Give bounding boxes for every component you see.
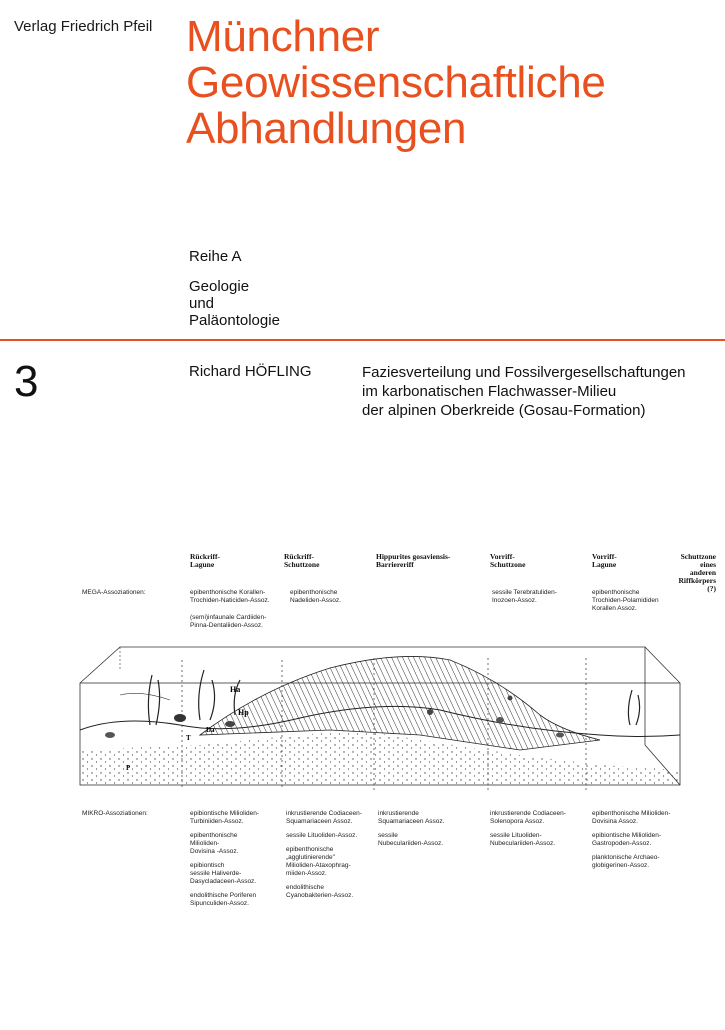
subject-line-3: Paläontologie <box>189 312 280 329</box>
author-name: Richard HÖFLING <box>189 363 312 380</box>
zone-heading-backreef-debris: Rückriff- Schuttzone <box>284 552 320 569</box>
mega-assoc-extra: (semi)infaunale Cardiiden- Pinna-Dentaliiden-Assoz. <box>190 614 267 629</box>
mikro-col-1: epibiontische Milioliden- Turbiniiden-Assoz. epibenthonische Milioliden- Dovisina -Assoz. epibiontisch sessile Haliverde- Dasycladaceen-Assoz. endolithische Poriferen Sipunculiden-Assoz. <box>190 810 260 907</box>
divider-rule <box>0 339 725 341</box>
book-title-line-2: im karbonatischen Flachwasser-Milieu <box>362 383 617 400</box>
subject-line-2: und <box>189 295 215 312</box>
mikro-col-4: inkrustierende Codiaceen- Solenopora Assoz. sessile Lituoliden- Nubeculariiden-Assoz. <box>490 810 566 847</box>
letter-p: P <box>126 764 131 772</box>
zone-heading-backreef-lagoon: Rückriff- Lagune <box>190 552 220 569</box>
volume-number: 3 <box>14 357 39 406</box>
block-diagram-illustration <box>0 540 725 790</box>
mikro-col-3: inkrustierende Squamariaceen Assoz. sessile Nubeculariiden-Assoz. <box>378 810 445 847</box>
mega-assoc-3: sessile Terebratuliden- Inozoen-Assoz. <box>492 589 557 604</box>
zone-heading-other-reef: Schuttzone eines anderen Riffkörpers (?) <box>678 552 716 593</box>
mikro-col-2: inkrustierende Codiaceen- Squamariaceen Assoz. sessile Lituoliden-Assoz. epibenthonische „agglutinierende" Milioliden-Ataxophrag- miiden-Assoz. endolithische Cyanobakterien-Assoz. <box>286 810 362 899</box>
publisher-name: Verlag Friedrich Pfeil <box>14 18 153 35</box>
mega-label: MEGA-Assoziationen: <box>82 589 146 596</box>
series-title <box>186 14 606 152</box>
series-part: Reihe A <box>189 248 242 265</box>
letter-hp: Hp <box>238 708 249 717</box>
mikro-col-5: epibenthonische Milioliden- Dovisina Assoz. epibiontische Milioliden- Gastropoden-Assoz. planktonische Archaeo- globigerinen-Assoz. <box>592 810 671 869</box>
series-title-line-3: Abhandlungen <box>186 104 467 153</box>
zone-heading-forereef-lagoon: Vorriff- Lagune <box>592 552 617 569</box>
mega-assoc-2: epibenthonische Nadeliden-Assoz. <box>290 589 341 604</box>
letter-ha: Ha <box>230 685 241 694</box>
book-title-line-1: Faziesverteilung und Fossilvergesellschaftungen <box>362 364 686 381</box>
mega-assoc-4: epibenthonische Trochiden-Polamididen Korallen Assoz. <box>592 589 659 612</box>
mikro-label: MIKRO-Assoziationen: <box>82 810 148 817</box>
subject <box>189 278 280 329</box>
mega-assoc-1: epibenthonische Korallen- Trochiden-Naticiden-Assoz. <box>190 589 270 604</box>
book-title-line-3: der alpinen Oberkreide (Gosau-Formation) <box>362 402 646 419</box>
letter-da: Da <box>206 726 215 734</box>
zone-heading-forereef-debris: Vorriff- Schuttzone <box>490 552 526 569</box>
zone-heading-barrier-reef: Hippurites gosaviensis- Barriereriff <box>376 552 451 569</box>
letter-t: T <box>186 734 191 742</box>
subject-line-1: Geologie <box>189 278 250 295</box>
series-title-line-2: Geowissenschaftliche <box>186 58 606 107</box>
book-title <box>362 363 686 420</box>
series-title-line-1: Münchner <box>186 12 380 61</box>
